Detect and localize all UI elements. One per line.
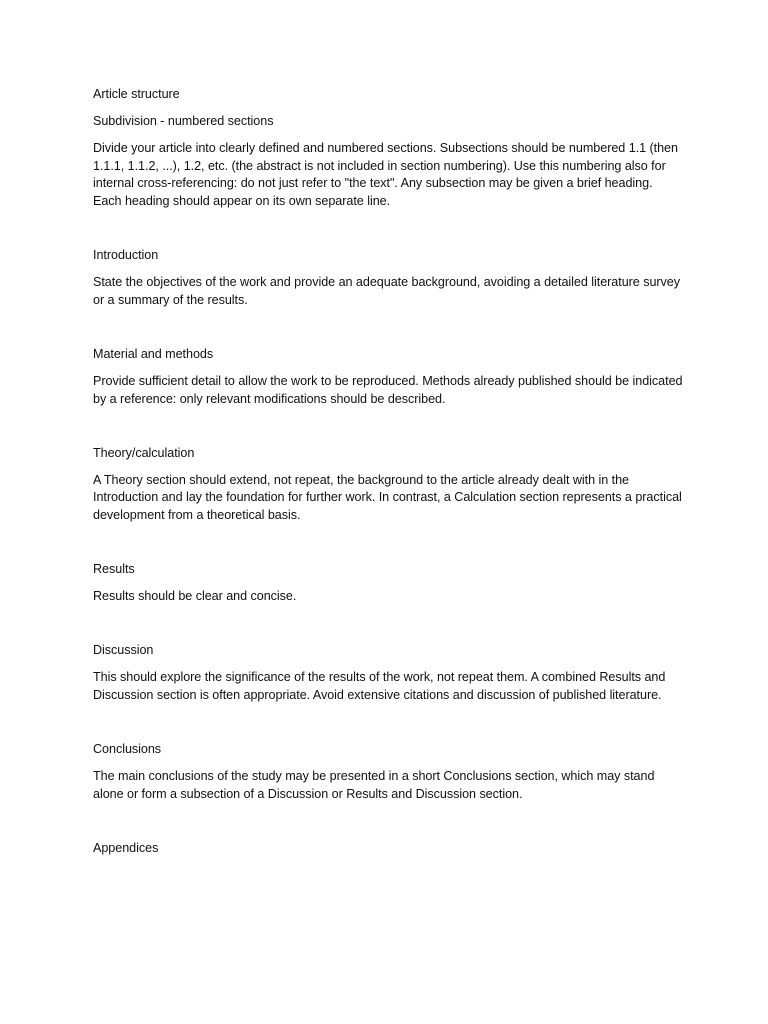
document-content	[93, 86, 683, 867]
section-body-results: Results should be clear and concise.	[93, 589, 297, 604]
section-spacer	[93, 714, 683, 741]
section-body-theory: A Theory section should extend, not repeat, the background to the article already dealt with in the Introduction and lay the foundation for further work. In contrast, a Calculation section represents a practical development from a theoretical basis.	[93, 472, 682, 522]
section-body-introduction: State the objectives of the work and provide an adequate background, avoiding a detailed literature survey or a summary of the results.	[93, 275, 680, 307]
intro-paragraph: Divide your article into clearly defined and numbered sections. Subsections should be numbered 1.1 (then 1.1.1, 1.1.2, ...), 1.2, etc. (the abstract is not included in section numbering). Use this numbering also for internal cross-referencing: do not just refer to "the text". Any subsection may be given a brief heading. Each heading should appear on its own separate line.	[93, 141, 678, 208]
section-heading-material-methods: Material and methods	[93, 346, 214, 361]
section-spacer	[93, 813, 683, 840]
section-spacer	[93, 220, 683, 247]
section-body-discussion: This should explore the significance of the results of the work, not repeat them. A combined Results and Discussion section is often appropriate. Avoid extensive citations and discussion of published literature.	[93, 670, 666, 702]
section-spacer	[93, 615, 683, 642]
section-heading-appendices: Appendices	[93, 840, 159, 855]
document-subtitle: Subdivision - numbered sections	[93, 114, 274, 129]
section-body-conclusions: The main conclusions of the study may be presented in a short Conclusions section, which may stand alone or form a subsection of a Discussion or Results and Discussion section.	[93, 769, 655, 801]
section-heading-theory: Theory/calculation	[93, 445, 195, 460]
section-heading-discussion: Discussion	[93, 643, 154, 658]
section-spacer	[93, 319, 683, 346]
section-heading-conclusions: Conclusions	[93, 741, 162, 756]
section-body-material-methods: Provide sufficient detail to allow the work to be reproduced. Methods already published should be indicated by a reference: only relevant modifications should be described.	[93, 373, 683, 406]
document-title: Article structure	[93, 87, 180, 101]
section-spacer	[93, 418, 683, 445]
section-spacer	[93, 534, 683, 561]
section-heading-results: Results	[93, 562, 135, 576]
section-heading-introduction: Introduction	[93, 248, 159, 263]
